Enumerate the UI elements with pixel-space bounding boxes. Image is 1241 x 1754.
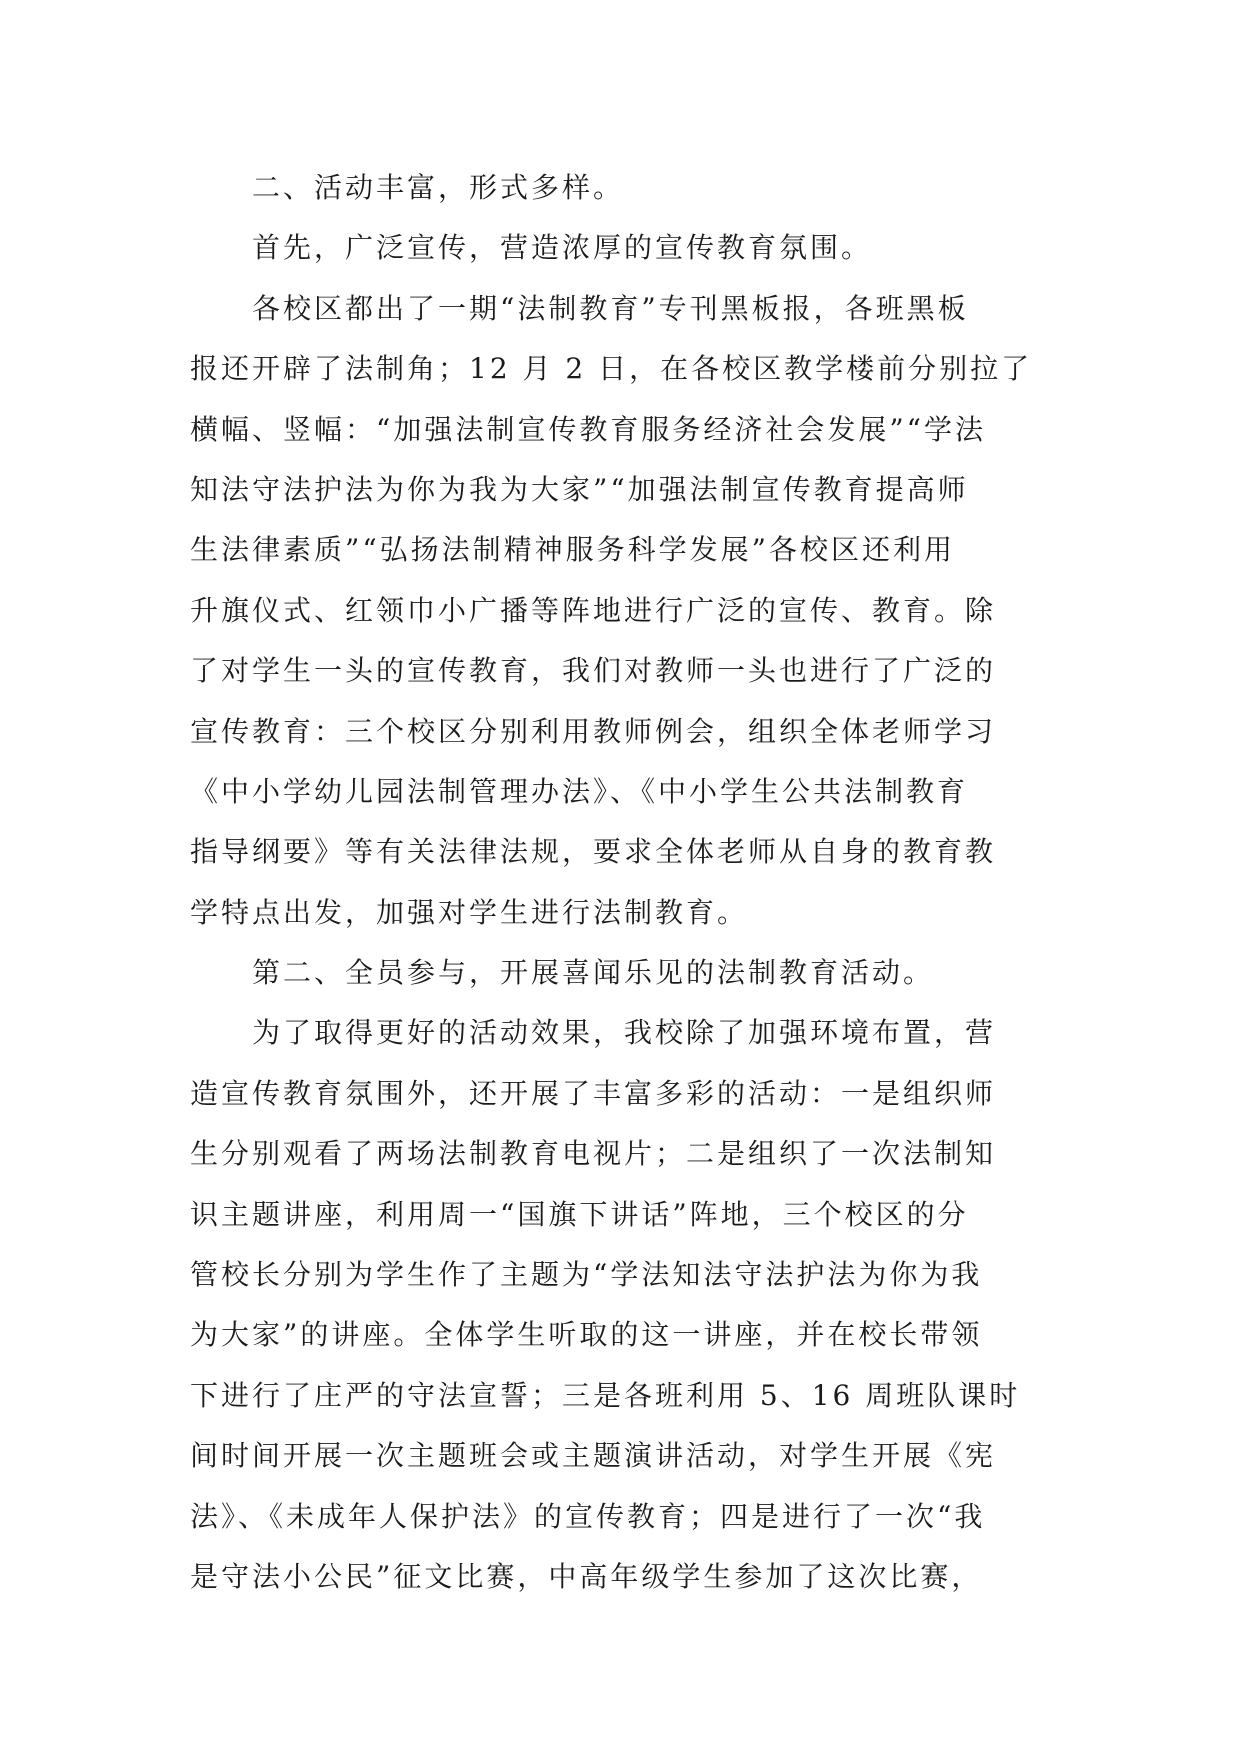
text-line: 升旗仪式、红领巾小广播等阵地进行广泛的宣传、教育。除 <box>190 593 997 627</box>
text-line: 生分别观看了两场法制教育电视片；二是组织了一次法制知 <box>190 1137 997 1171</box>
text-line: 各校区都出了一期“法制教育”专刊黑板报，各班黑板 <box>252 291 969 325</box>
text-line: 下进行了庄严的守法宣誓；三是各班利用 5、16 周班队课时 <box>190 1378 1021 1412</box>
text-line: 为大家”的讲座。全体学生听取的这一讲座，并在校长带领 <box>190 1318 983 1352</box>
text-line: 了对学生一头的宣传教育，我们对教师一头也进行了广泛的 <box>190 654 997 688</box>
text-line: 造宣传教育氛围外，还开展了丰富多彩的活动：一是组织师 <box>190 1076 997 1110</box>
text-line: 生法律素质”“弘扬法制精神服务科学发展”各校区还利用 <box>190 533 955 567</box>
text-line: 是守法小公民”征文比赛，中高年级学生参加了这次比赛， <box>190 1559 983 1593</box>
text-line: 识主题讲座，利用周一“国旗下讲话”阵地，三个校区的分 <box>190 1197 969 1231</box>
text-line: 横幅、竖幅：“加强法制宣传教育服务经济社会发展”“学法 <box>190 412 986 446</box>
text-line: 宣传教育：三个校区分别利用教师例会，组织全体老师学习 <box>190 714 997 748</box>
text-line: 报还开辟了法制角；12 月 2 日，在各校区教学楼前分别拉了 <box>190 352 1033 386</box>
text-line: 二、活动丰富，形式多样。 <box>252 171 625 204</box>
text-line: 第二、全员参与，开展喜闻乐见的法制教育活动。 <box>252 956 935 990</box>
document-body <box>190 158 1060 1607</box>
text-line: 学特点出发，加强对学生进行法制教育。 <box>190 895 749 929</box>
text-line: 知法守法护法为你为我为大家”“加强法制宣传教育提高师 <box>190 472 969 506</box>
text-line: 为了取得更好的活动效果，我校除了加强环境布置，营 <box>252 1016 997 1050</box>
text-line: 法》、《未成年人保护法》的宣传教育；四是进行了一次“我 <box>190 1499 986 1533</box>
text-line: 间时间开展一次主题班会或主题演讲活动，对学生开展《宪 <box>190 1439 997 1473</box>
text-line: 指导纲要》等有关法律法规，要求全体老师从自身的教育教 <box>190 835 997 869</box>
text-line: 首先，广泛宣传，营造浓厚的宣传教育氛围。 <box>252 231 873 265</box>
text-line: 管校长分别为学生作了主题为“学法知法守法护法为你为我 <box>190 1258 983 1292</box>
text-line: 《中小学幼儿园法制管理办法》、《中小学生公共法制教育 <box>190 774 969 808</box>
